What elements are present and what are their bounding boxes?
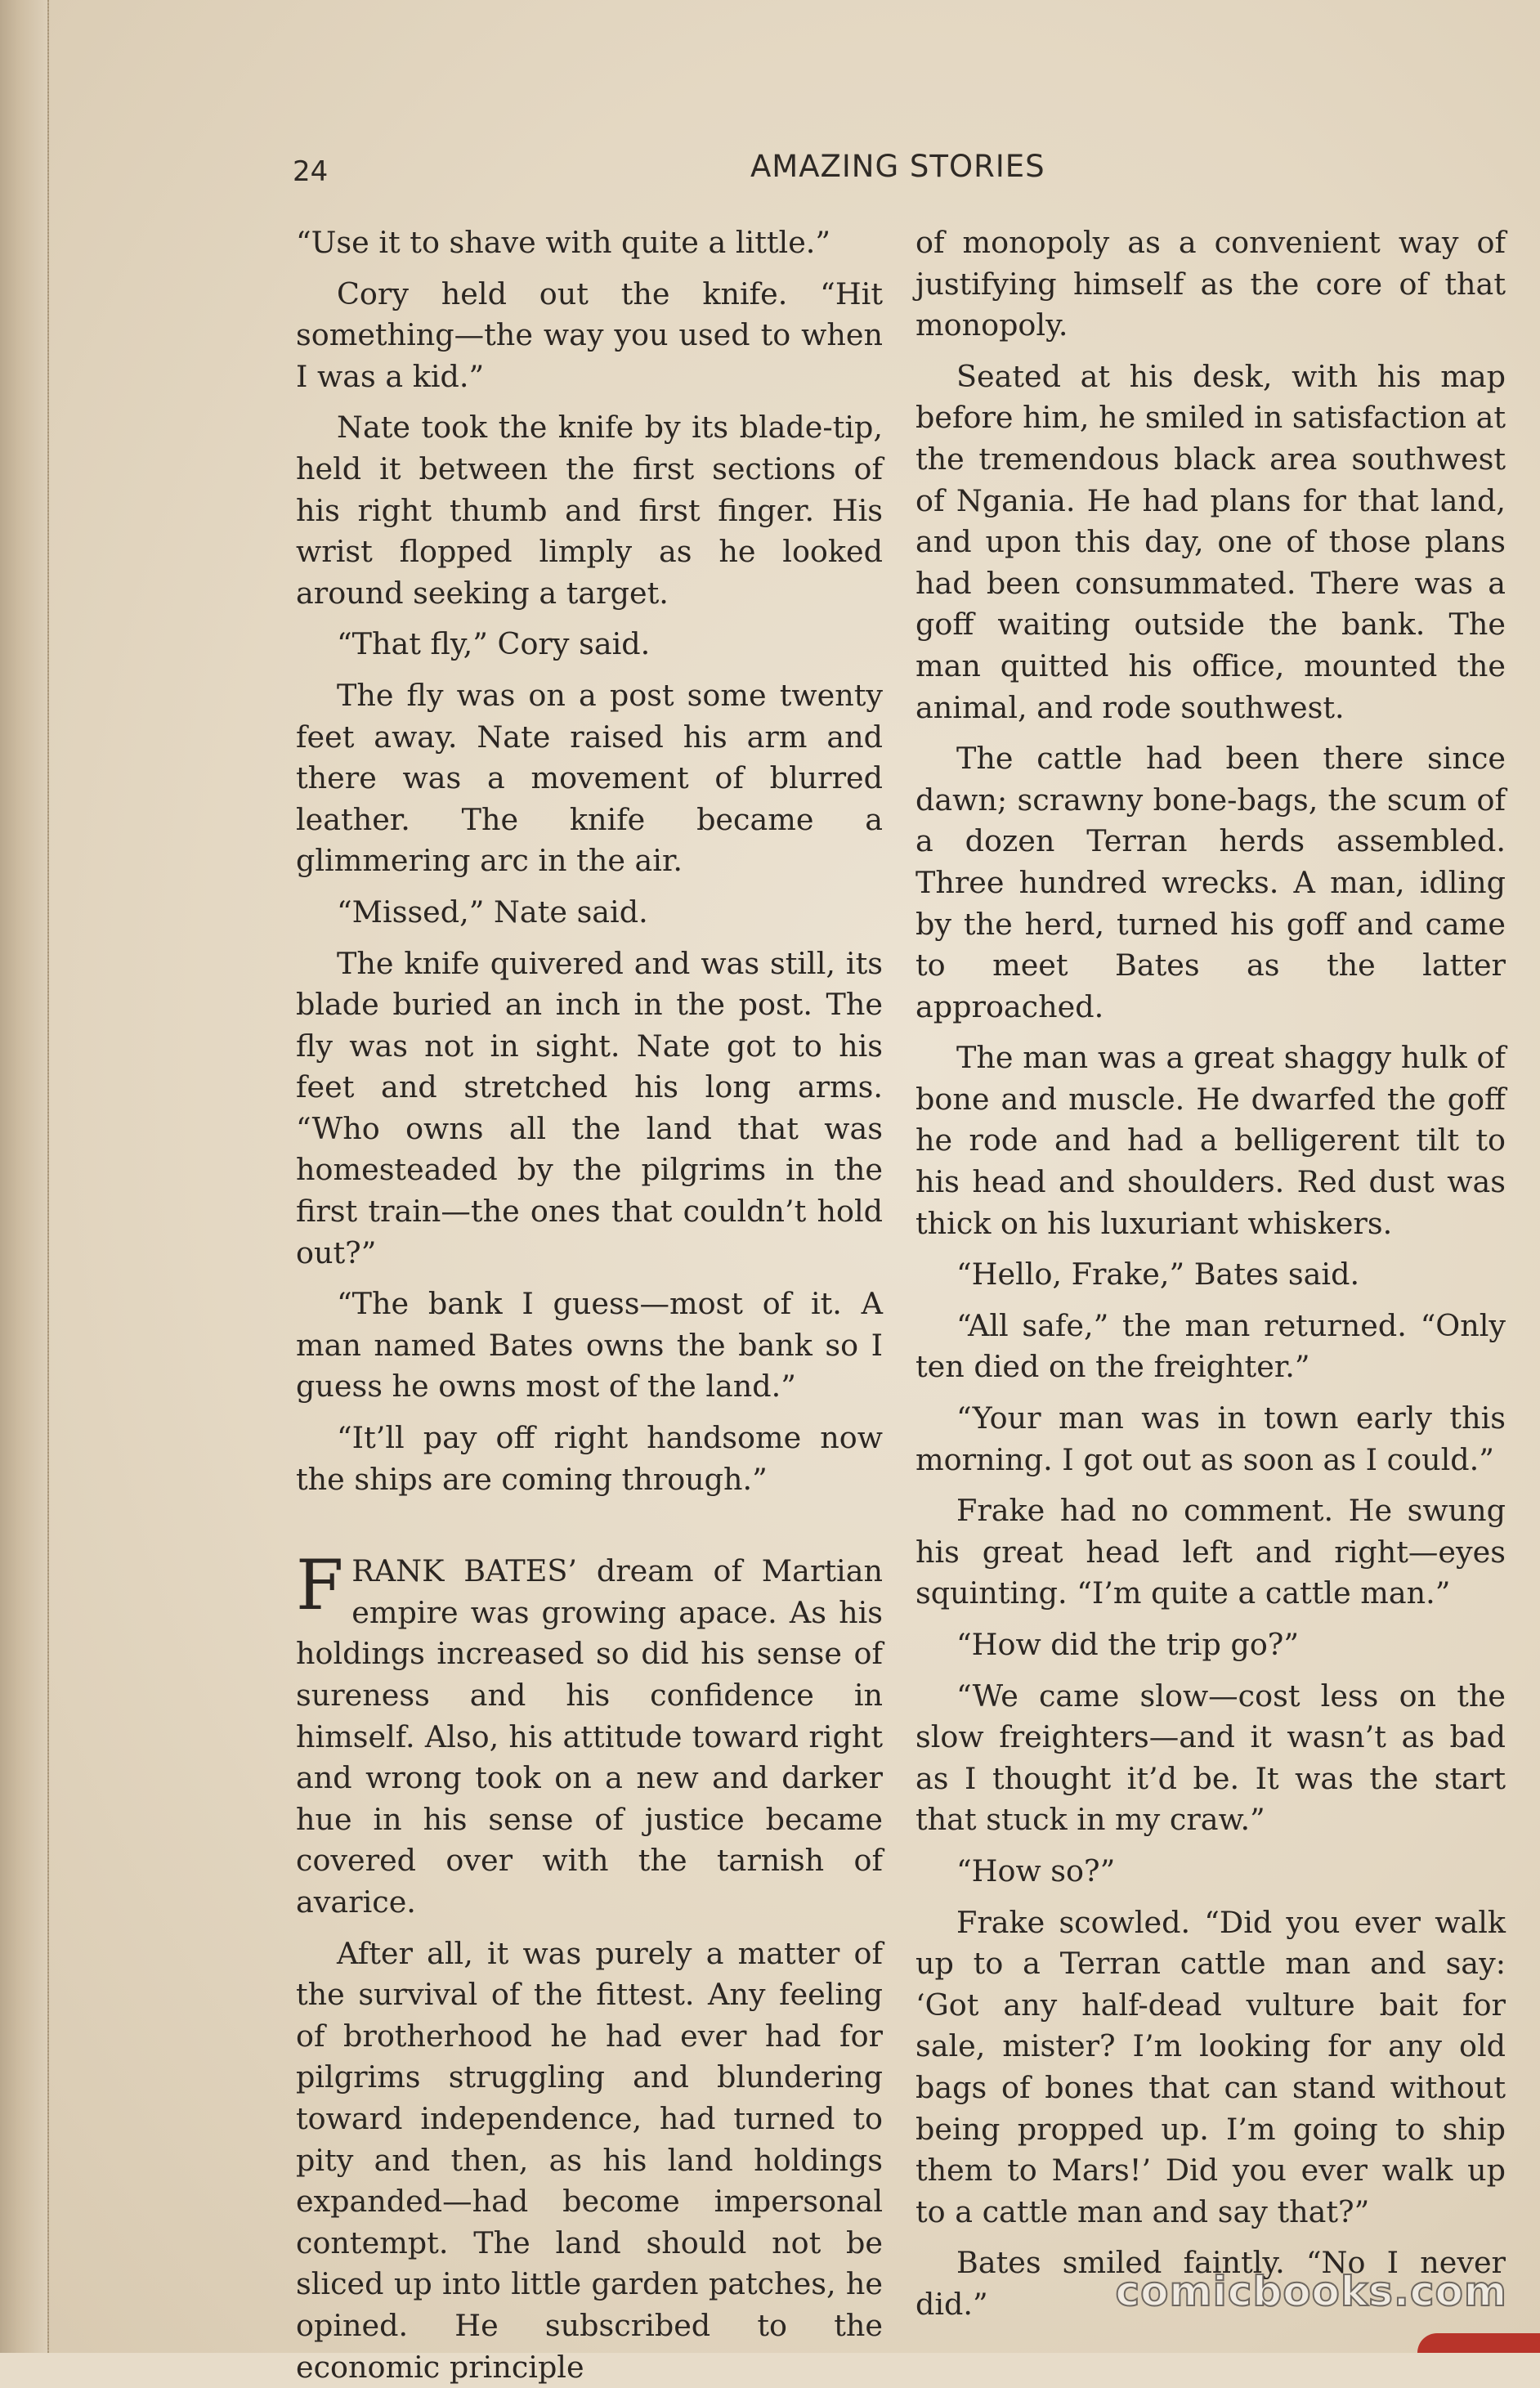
drop-cap: F [296, 1545, 344, 1626]
paragraph: The fly was on a post some twenty feet away. Nate raised his arm and there was a movement of blurred leather. The knife became a glimmering arc in the air. [296, 677, 883, 879]
running-head: AMAZING STORIES [750, 149, 1045, 184]
paragraph: “How did the trip go?” [956, 1627, 1300, 1662]
paragraph: Bates smiled faintly. “No I never did.” [915, 2245, 1506, 2322]
paragraph: “How so?” [956, 1853, 1116, 1888]
paragraph: The cattle had been there since dawn; scrawny bone-bags, the scum of a dozen Terran herds assembled. Three hundred wrecks. A man, idling by the herd, turned his goff and came to meet Bates as the latter approached. [915, 741, 1506, 1024]
paragraph: Nate took the knife by its blade-tip, held it between the first sections of his right thumb and first finger. His wrist flopped limply as he looked around seeking a target. [296, 410, 883, 611]
corner-mark [1417, 2333, 1540, 2353]
paragraph: “Missed,” Nate said. [337, 894, 648, 930]
paragraph: “All safe,” the man returned. “Only ten died on the freighter.” [915, 1307, 1506, 1385]
section-opening-paragraph [296, 1545, 883, 1923]
paragraph: Frake scowled. “Did you ever walk up to a Terran cattle man and say: ‘Got any half-dead vulture bait for sale, mister? I’m looking for any old bags of bones that can stand without being propped up. I’m going to ship them to Mars!’ Did you ever walk up to a cattle man and say that?” [915, 1904, 1506, 2229]
paragraph: The man was a great shaggy hulk of bone and muscle. He dwarfed the goff he rode and had a belligerent tilt to his head and shoulders. Red dust was thick on his luxuriant whiskers. [915, 1040, 1506, 1241]
paragraph: of monopoly as a convenient way of justifying himself as the core of that monopoly. [915, 225, 1506, 343]
paragraph: Frake had no comment. He swung his great head left and right—eyes squinting. “I’m quite a cattle man.” [915, 1493, 1506, 1611]
paragraph: “It’ll pay off right handsome now the ships are coming through.” [296, 1420, 883, 1497]
paragraph: Cory held out the knife. “Hit something—the way you used to when I was a kid.” [296, 276, 883, 394]
paragraph: After all, it was purely a matter of the survival of the fittest. Any feeling of brotherhood he had ever had for pilgrims struggling and blundering toward independence, had turned to pity and then, as his land holdings expanded—had become impersonal contempt. The land should not be sliced up into little garden patches, he opined. He subscribed to the economic principle [296, 1935, 883, 2385]
paragraph: “We came slow—cost less on the slow freighters—and it wasn’t as bad as I thought it’d be. It was the start that stuck in my craw.” [915, 1678, 1506, 1838]
paragraph: The knife quivered and was still, its blade buried an inch in the post. The fly was not in sight. Nate got to his feet and stretched his long arms. “Who owns all the land that was homesteaded by the pilgrims in the first train—the ones that couldn’t hold out?” [296, 945, 883, 1270]
paragraph: “Your man was in town early this morning. I got out as soon as I could.” [915, 1400, 1506, 1477]
left-column [296, 222, 883, 2385]
watermark: comicbooks.com [1115, 2268, 1507, 2315]
paragraph: Seated at his desk, with his map before him, he smiled in satisfaction at the tremendous black area southwest of Ngania. He had plans for that land, and upon this day, one of those plans had been consummated. There was a goff waiting outside the bank. The man quitted his office, mounted the animal, and rode southwest. [915, 358, 1506, 725]
paragraph: “Use it to shave with quite a little.” [296, 225, 831, 260]
section-opening-text: RANK BATES’ dream of Martian empire was growing apace. As his holdings increased so did his sense of sureness and his confidence in himself. Also, his attitude toward right and wrong took on a new and darker hue in his sense of justice became covered over with the tarnish of avarice. [296, 1553, 883, 1920]
paragraph: “The bank I guess—most of it. A man named Bates owns the bank so I guess he owns most of the land.” [296, 1286, 883, 1405]
page-number: 24 [293, 155, 329, 188]
page-header [293, 149, 1494, 198]
paragraph: “That fly,” Cory said. [337, 626, 651, 662]
paragraph: “Hello, Frake,” Bates said. [956, 1257, 1360, 1293]
page-binding [0, 0, 49, 2353]
